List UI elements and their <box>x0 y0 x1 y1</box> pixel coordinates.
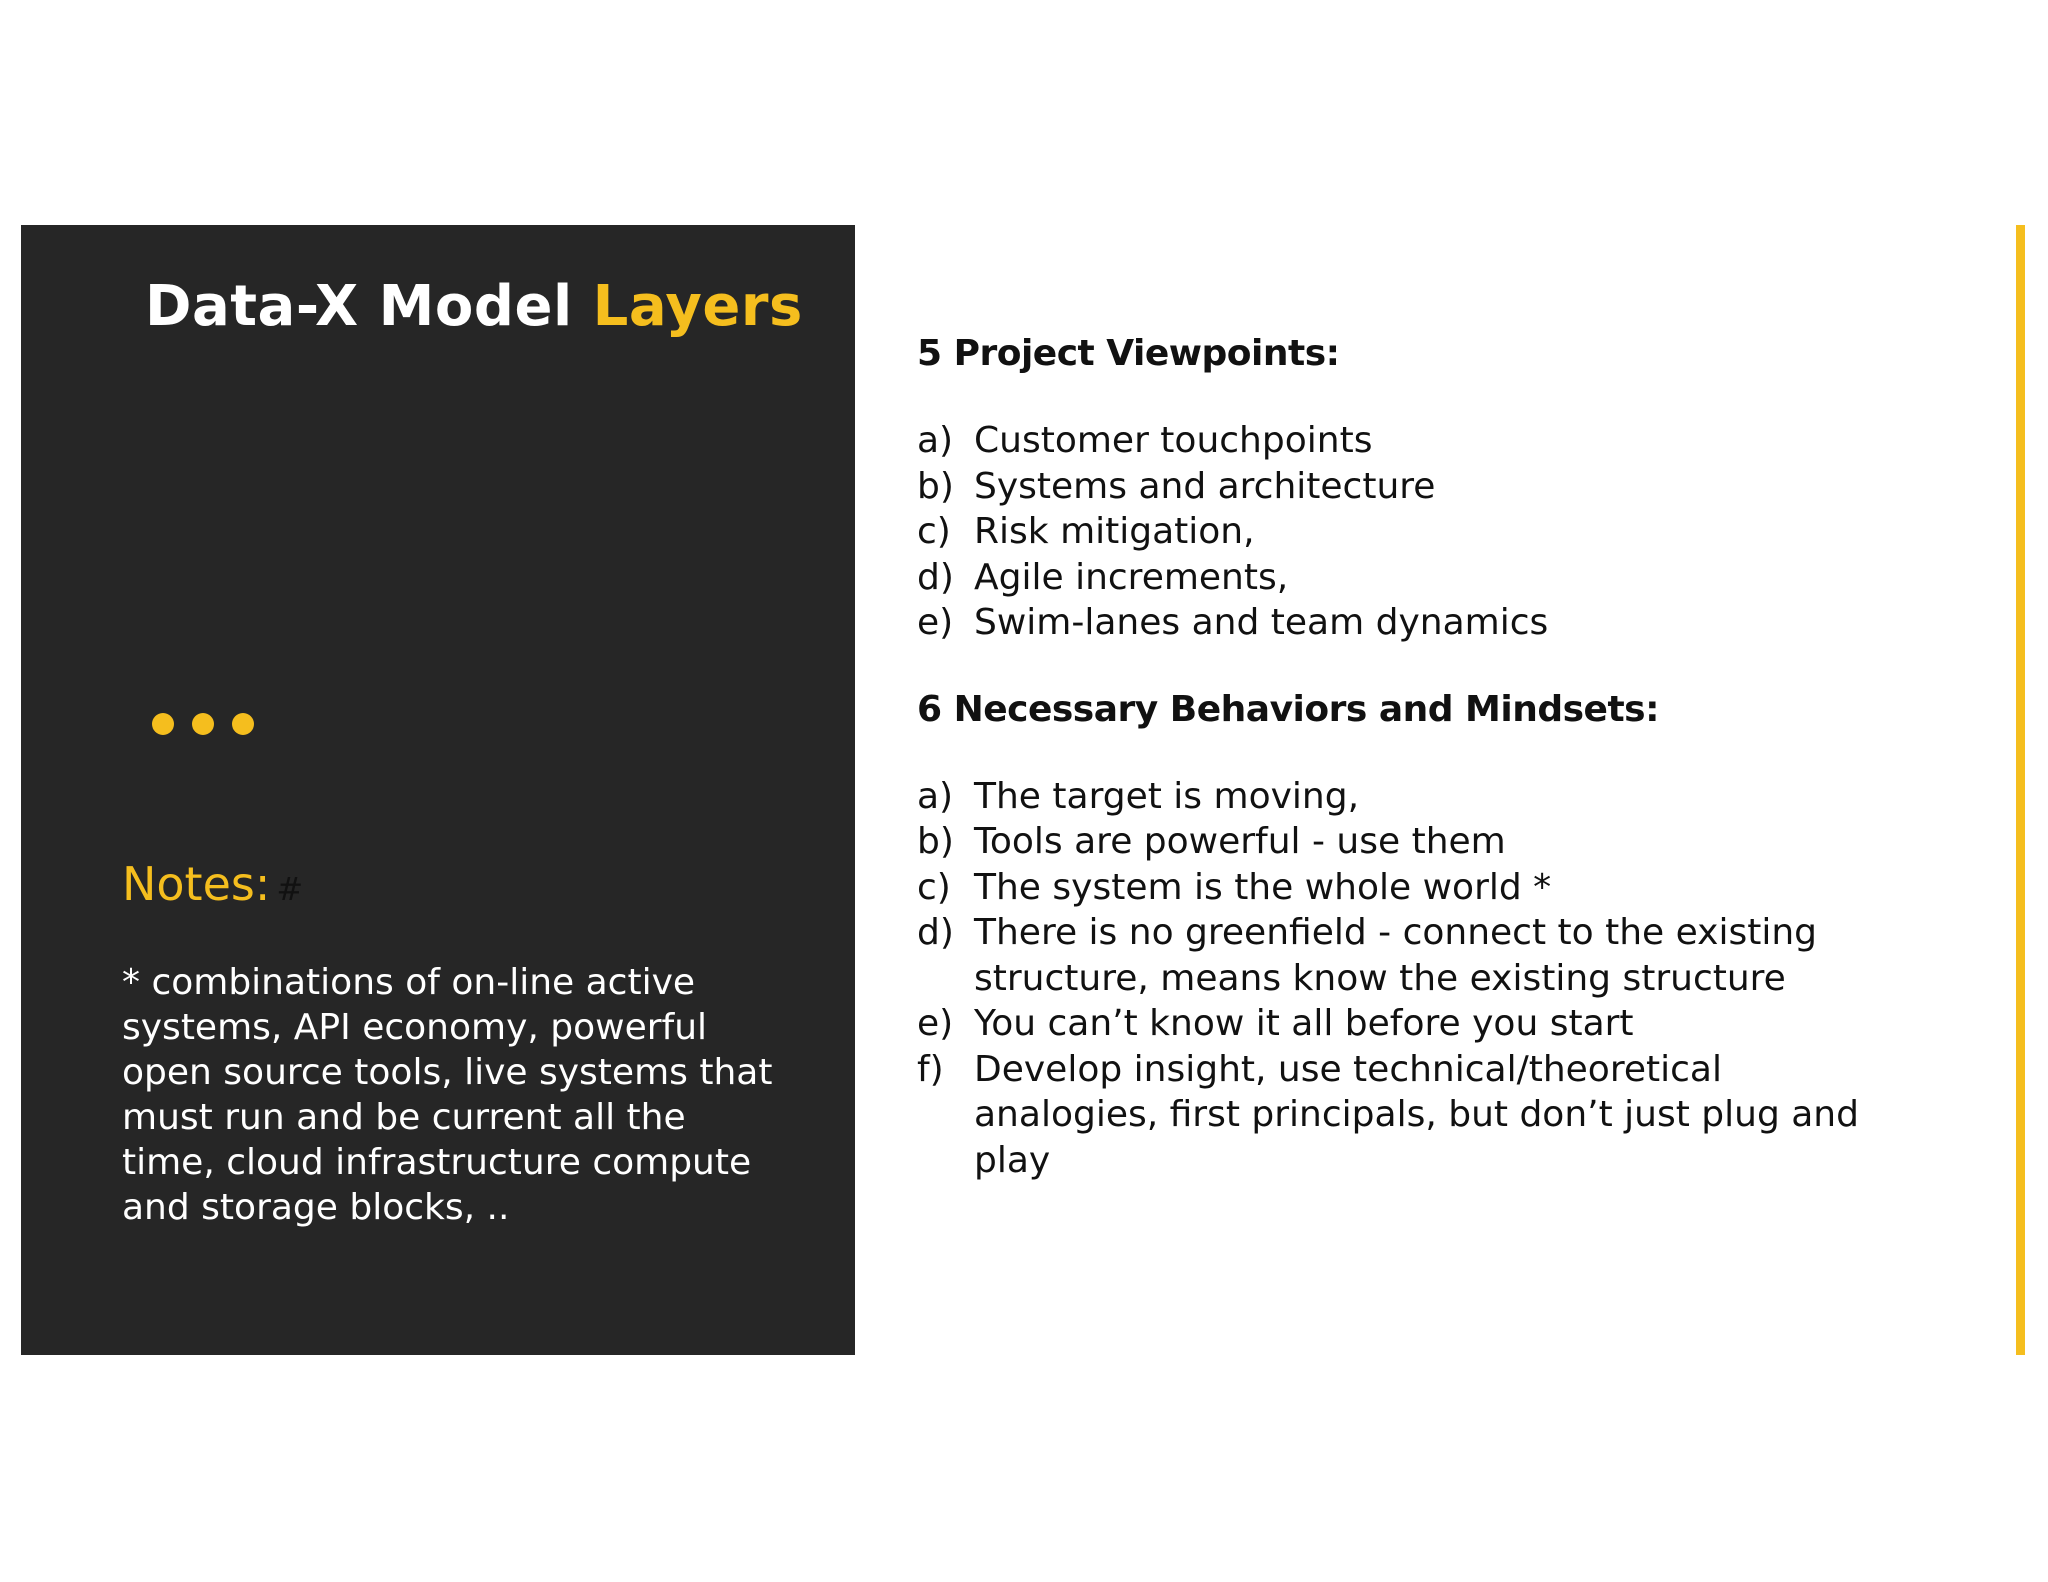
dot-icon <box>152 713 174 735</box>
viewpoints-list <box>917 418 1917 646</box>
list-item-text: There is no greenfield - connect to the existing structure, means know the existing structure <box>974 912 1817 999</box>
list-item <box>917 1001 1917 1047</box>
list-item-text: Develop insight, use technical/theoretical analogies, first principals, but don’t just plug and play <box>974 1048 1859 1181</box>
list-item-text: Tools are powerful - use them <box>974 821 1506 862</box>
list-item-text: Risk mitigation, <box>974 511 1255 552</box>
list-item <box>917 865 1917 911</box>
dot-icon <box>232 713 254 735</box>
dark-panel <box>21 225 855 1355</box>
slide-title-main: Data-X Model <box>145 274 593 339</box>
list-item-marker: d) <box>917 556 954 598</box>
list-item <box>917 600 1917 646</box>
notes-hash: # <box>276 870 304 908</box>
notes-heading <box>122 857 303 912</box>
list-item-marker: b) <box>917 821 954 862</box>
slide-title-accent: Layers <box>592 274 803 339</box>
list-item <box>917 418 1917 464</box>
accent-bar <box>2016 225 2025 1355</box>
list-item-text: Customer touchpoints <box>974 420 1373 461</box>
list-item-text: The target is moving, <box>974 775 1360 817</box>
list-item-text: Systems and architecture <box>974 465 1436 507</box>
main-content <box>917 328 1917 1221</box>
list-item-text: Swim-lanes and team dynamics <box>974 602 1549 643</box>
list-item-marker: e) <box>917 602 954 643</box>
slide-title <box>145 273 803 340</box>
list-item-marker: c) <box>917 511 951 552</box>
list-item <box>917 555 1917 601</box>
list-item-text: The system is the whole world * <box>974 866 1552 908</box>
list-item-marker: a) <box>917 420 954 461</box>
list-item-marker: c) <box>917 866 951 908</box>
behaviors-list <box>917 774 1917 1184</box>
viewpoints-heading: 5 Project Viewpoints: <box>917 333 1340 374</box>
behaviors-heading: 6 Necessary Behaviors and Mindsets: <box>917 688 1659 730</box>
list-item-marker: a) <box>917 775 954 817</box>
list-item-text: Agile increments, <box>974 556 1289 598</box>
list-item <box>917 509 1917 555</box>
list-item <box>917 774 1917 820</box>
notes-body: * combinations of on-line active systems, API economy, powerful open source tools, live systems that must run and be current all the time, cloud infrastructure compute and storage blocks, .. <box>122 962 773 1228</box>
dot-icon <box>192 713 214 735</box>
list-item <box>917 464 1917 510</box>
list-item-marker: e) <box>917 1003 954 1044</box>
list-item <box>917 819 1917 865</box>
list-item-marker: f) <box>917 1048 944 1090</box>
ellipsis-dots <box>152 713 254 735</box>
list-item <box>917 910 1917 1001</box>
list-item-marker: b) <box>917 465 954 507</box>
list-item <box>917 1047 1917 1184</box>
list-item-marker: d) <box>917 912 954 953</box>
notes-label: Notes: <box>122 857 271 911</box>
list-item-text: You can’t know it all before you start <box>974 1003 1634 1044</box>
